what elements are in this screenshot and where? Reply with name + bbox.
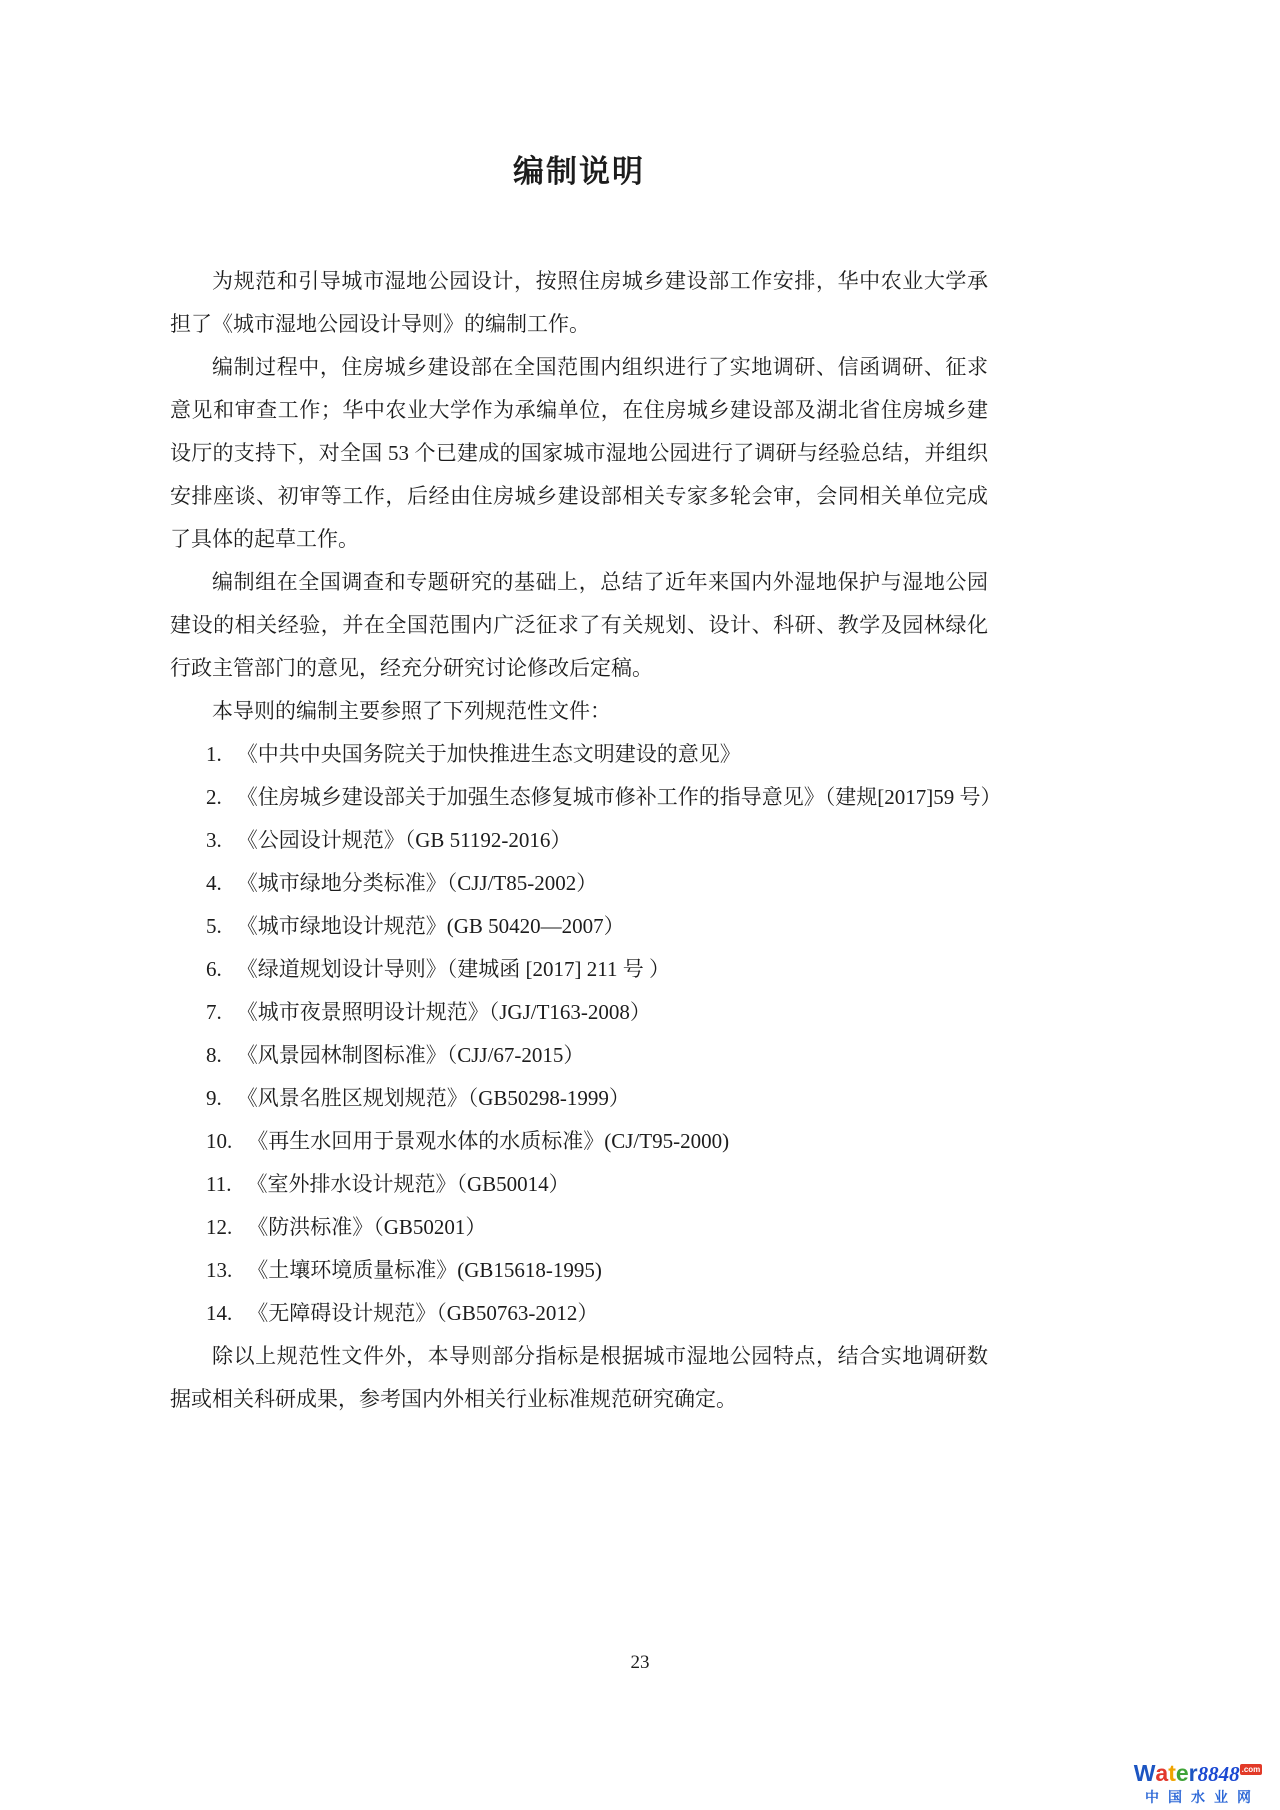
reference-text: 《绿道规划设计导则》（建城函 [2017] 211 号 ） [236,957,670,981]
reference-text: 《城市夜景照明设计规范》（JGJ/T163-2008） [236,1000,651,1024]
page-title: 编制说明 [513,154,645,189]
reference-number: 5. [206,914,222,938]
reference-item [170,905,988,948]
reference-item [170,862,988,905]
reference-number: 2. [206,785,222,809]
reference-item [170,1249,988,1292]
reference-number: 8. [206,1043,222,1067]
reference-item [170,819,988,862]
paragraph-closing: 除以上规范性文件外，本导则部分指标是根据城市湿地公园特点，结合实地调研数据或相关科研成果，参考国内外相关行业标准规范研究确定。 [170,1344,988,1411]
reference-text: 《中共中央国务院关于加快推进生态文明建设的意见》 [236,742,741,766]
reference-text: 《再生水回用于景观水体的水质标准》(CJ/T95-2000) [247,1129,730,1153]
paragraph-drafting: 编制组在全国调查和专题研究的基础上，总结了近年来国内外湿地保护与湿地公园建设的相关经验，并在全国范围内广泛征求了有关规划、设计、科研、教学及园林绿化行政主管部门的意见，经充分研究讨论修改后定稿。 [170,570,988,680]
reference-text: 《城市绿地设计规范》(GB 50420—2007） [236,914,625,938]
reference-item [170,991,988,1034]
reference-item [170,1206,988,1249]
reference-number: 7. [206,1000,222,1024]
reference-number: 4. [206,871,222,895]
paragraph-references-intro: 本导则的编制主要参照了下列规范性文件： [212,699,611,723]
reference-number: 14. [206,1301,233,1325]
reference-text: 《住房城乡建设部关于加强生态修复城市修补工作的指导意见》（建规[2017]59 号） [236,785,1002,809]
reference-text: 《风景园林制图标准》（CJJ/67-2015） [236,1043,585,1067]
reference-list [170,733,1002,1335]
reference-item [170,1034,988,1077]
reference-item [170,733,988,776]
site-watermark [1124,1762,1272,1804]
watermark-subtitle: 中国水业网 [1145,1789,1260,1805]
reference-number: 12. [206,1215,233,1239]
reference-item [170,1163,988,1206]
reference-text: 《防洪标准》（GB50201） [247,1215,487,1239]
watermark-letter: r [1188,1760,1198,1786]
reference-number: 11. [206,1172,232,1196]
watermark-letter: t [1168,1760,1176,1786]
document-content [170,150,1002,1421]
reference-item [170,1077,988,1120]
reference-item [170,776,1002,819]
watermark-letter: e [1175,1760,1189,1786]
reference-number: 9. [206,1086,222,1110]
reference-text: 《无障碍设计规范》（GB50763-2012） [247,1301,599,1325]
watermark-number: 8848 [1197,1762,1240,1786]
paragraph-process: 编制过程中，住房城乡建设部在全国范围内组织进行了实地调研、信函调研、征求意见和审查工作；华中农业大学作为承编单位，在住房城乡建设部及湖北省住房城乡建设厅的支持下，对全国 53 个已建成的国家城市湿地公园进行了调研与经验总结，并组织安排座谈、初审等工作，后经由住房城乡建设部相关专家多轮会审，会同相关单位完成了具体的起草工作。 [170,355,988,551]
reference-number: 6. [206,957,222,981]
reference-number: 10. [206,1129,233,1153]
reference-item [170,948,988,991]
watermark-brand [1124,1762,1272,1785]
reference-number: 13. [206,1258,233,1282]
reference-text: 《土壤环境质量标准》(GB15618-1995) [247,1258,602,1282]
reference-text: 《城市绿地分类标准》（CJJ/T85-2002） [236,871,598,895]
watermark-letter: a [1155,1760,1169,1786]
page-number: 23 [630,1652,650,1673]
reference-item [170,1292,988,1335]
reference-item [170,1120,988,1163]
watermark-suffix: .com [1241,1765,1261,1775]
watermark-letter: W [1133,1760,1156,1786]
paragraph-intro: 为规范和引导城市湿地公园设计，按照住房城乡建设部工作安排，华中农业大学承担了《城市湿地公园设计导则》的编制工作。 [170,269,988,336]
reference-text: 《室外排水设计规范》（GB50014） [246,1172,570,1196]
reference-text: 《公园设计规范》（GB 51192-2016） [236,828,572,852]
reference-text: 《风景名胜区规划规范》（GB50298-1999） [236,1086,630,1110]
reference-number: 1. [206,742,222,766]
reference-number: 3. [206,828,222,852]
